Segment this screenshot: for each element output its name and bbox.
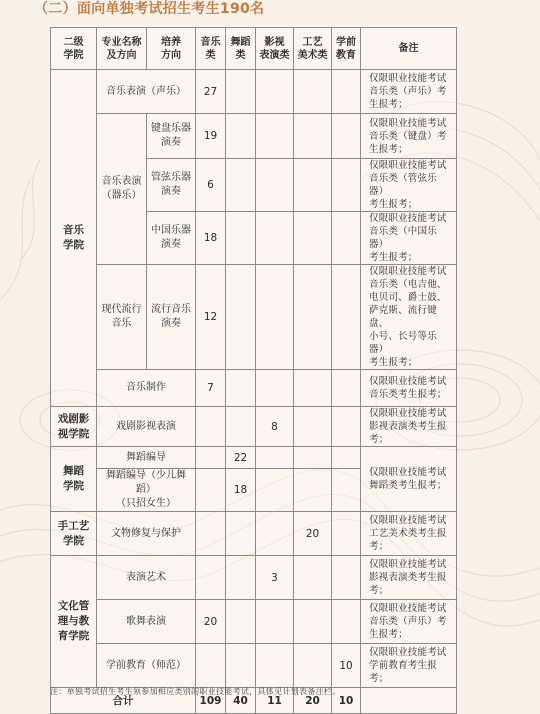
footnote: 注：单独考试招生考生须参加相应类别的职业技能考试，具体见计划表备注栏。 <box>50 687 341 696</box>
college-music: 音乐 学院 <box>51 70 97 407</box>
value-relic-craft: 20 <box>294 512 332 556</box>
college-dance: 舞蹈 学院 <box>51 447 97 512</box>
header-craft: 工艺 美术类 <box>294 28 332 70</box>
total-craft: 20 <box>294 688 332 714</box>
page-title: （二）面向单独考试招生考生190名 <box>34 1 265 17</box>
major-vocal: 音乐表演（声乐） <box>97 70 196 114</box>
note-chinese: 仅限职业技能考试 音乐类（中国乐器） 考生报考； <box>361 212 457 265</box>
header-film: 影视 表演类 <box>256 28 294 70</box>
table-row <box>51 512 457 556</box>
direction-pop: 流行音乐 演奏 <box>147 265 196 370</box>
total-music: 109 <box>196 688 226 714</box>
total-dance: 40 <box>226 688 256 714</box>
header-college: 二级 学院 <box>51 28 97 70</box>
table-row <box>51 644 457 688</box>
value-choreography-dance: 22 <box>226 447 256 469</box>
value-preschool: 10 <box>332 644 361 688</box>
direction-chinese: 中国乐器 演奏 <box>147 212 196 265</box>
direction-wind: 管弦乐器 演奏 <box>147 159 196 212</box>
table-row <box>51 407 457 447</box>
college-drama: 戏剧影 视学院 <box>51 407 97 447</box>
note-performing-arts: 仅限职业技能考试 影视表演类考生报 考； <box>361 556 457 600</box>
note-pop: 仅限职业技能考试 音乐类（电吉他、 电贝司、爵士鼓、 萨克斯、流行键盘、 小号、长号等乐器） 考生报考； <box>361 265 457 370</box>
college-craft: 手工艺 学院 <box>51 512 97 556</box>
note-drama-film: 仅限职业技能考试 影视表演类考生报考； <box>361 407 457 447</box>
value-vocal-music: 27 <box>196 70 226 114</box>
table-row <box>51 556 457 600</box>
header-dance: 舞蹈 类 <box>226 28 256 70</box>
major-song-dance: 歌舞表演 <box>97 600 196 644</box>
note-production: 仅限职业技能考试 音乐类考生报考； <box>361 370 457 407</box>
total-notes <box>361 688 457 714</box>
note-relic: 仅限职业技能考试 工艺美术类考生报 考； <box>361 512 457 556</box>
table-row <box>51 447 457 469</box>
value-wind-music: 6 <box>196 159 226 212</box>
value-song-dance-music: 20 <box>196 600 226 644</box>
table-row <box>51 265 457 370</box>
note-song-dance: 仅限职业技能考试 音乐类（声乐）考 生报考； <box>361 600 457 644</box>
table-row <box>51 370 457 407</box>
major-instrumental: 音乐表演 （器乐） <box>97 114 147 265</box>
value-performing-arts-film: 3 <box>256 556 294 600</box>
note-keyboard: 仅限职业技能考试 音乐类（键盘）考 生报考； <box>361 114 457 159</box>
table-row <box>51 70 457 114</box>
table-row <box>51 600 457 644</box>
total-film: 11 <box>256 688 294 714</box>
value-choreo-child-dance: 18 <box>226 469 256 512</box>
header-notes: 备注 <box>361 28 457 70</box>
value-drama-film: 8 <box>256 407 294 447</box>
direction-keyboard: 键盘乐器 演奏 <box>147 114 196 159</box>
admission-plan-table <box>50 27 457 714</box>
header-direction: 培养 方向 <box>147 28 196 70</box>
table-header-row <box>51 28 457 70</box>
note-preschool: 仅限职业技能考试 学前教育考生报考； <box>361 644 457 688</box>
major-relic: 文物修复与保护 <box>97 512 196 556</box>
major-drama-film: 戏剧影视表演 <box>97 407 196 447</box>
total-preschool: 10 <box>332 688 361 714</box>
major-preschool: 学前教育（师范） <box>97 644 196 688</box>
table-row <box>51 114 457 159</box>
header-music: 音乐 类 <box>196 28 226 70</box>
major-choreography: 舞蹈编导 <box>97 447 196 469</box>
value-keyboard-music: 19 <box>196 114 226 159</box>
total-label: 合计 <box>51 688 196 714</box>
note-vocal: 仅限职业技能考试 音乐类（声乐）考 生报考； <box>361 70 457 114</box>
major-performing-arts: 表演艺术 <box>97 556 196 600</box>
header-major: 专业名称 及方向 <box>97 28 147 70</box>
major-popular: 现代流行 音乐 <box>97 265 147 370</box>
value-chinese-music: 18 <box>196 212 226 265</box>
major-choreo-child: 舞蹈编导（少儿舞蹈） （只招女生） <box>97 469 196 512</box>
value-production-music: 7 <box>196 370 226 407</box>
college-culture: 文化管 理与教 育学院 <box>51 556 97 688</box>
note-wind: 仅限职业技能考试 音乐类（管弦乐器） 考生报考； <box>361 159 457 212</box>
note-dance: 仅限职业技能考试 舞蹈类考生报考； <box>361 447 457 512</box>
value-pop-music: 12 <box>196 265 226 370</box>
header-preschool: 学前 教育 <box>332 28 361 70</box>
major-production: 音乐制作 <box>97 370 196 407</box>
